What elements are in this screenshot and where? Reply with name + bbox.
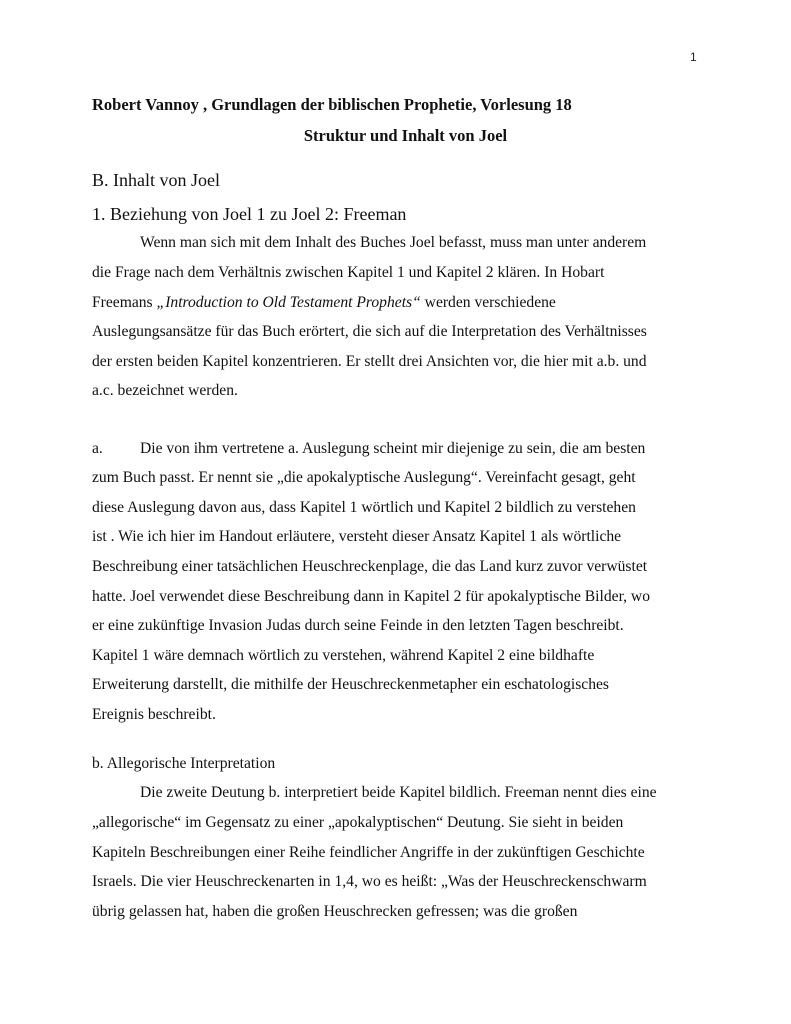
paragraph-line: ist . Wie ich hier im Handout erläutere, versteht dieser Ansatz Kapitel 1 als wörtliche [92,528,622,545]
paragraph-line: Die zweite Deutung b. interpretiert beide Kapitel bildlich. Freeman nennt dies eine [140,784,657,801]
paragraph-line: zum Buch passt. Er nennt sie „die apokalyptische Auslegung“. Vereinfacht gesagt, geht [92,469,636,486]
document-subtitle: Struktur und Inhalt von Joel [303,126,508,145]
paragraph-line: „allegorische“ im Gegensatz zu einer „apokalyptischen“ Deutung. Sie sieht in beiden [92,814,624,831]
paragraph-line: Auslegungsansätze für das Buch erörtert, die sich auf die Interpretation des Verhältnisses [92,323,647,340]
paragraph-line: die Frage nach dem Verhältnis zwischen Kapitel 1 und Kapitel 2 klären. In Hobart [92,264,605,281]
paragraph-line: Israels. Die vier Heuschreckenarten in 1,4, wo es heißt: „Was der Heuschreckenschwarm [92,873,647,890]
paragraph-line: Kapitel 1 wäre demnach wörtlich zu verstehen, während Kapitel 2 eine bildhafte [92,647,595,664]
section-heading-1: 1. Beziehung von Joel 1 zu Joel 2: Freeman [92,204,407,224]
paragraph-line: diese Auslegung davon aus, dass Kapitel 1 wörtlich und Kapitel 2 bildlich zu verstehen [92,499,636,516]
document-title: Robert Vannoy , Grundlagen der biblischen Prophetie, Vorlesung 18 [92,95,572,114]
paragraph-line [92,439,645,459]
paragraph-line: a.c. bezeichnet werden. [92,382,238,399]
paragraph-line: er eine zukünftige Invasion Judas durch seine Feinde in den letzten Tagen beschreibt. [92,617,624,634]
section-heading-b: B. Inhalt von Joel [92,170,220,190]
paragraph-line: Erweiterung darstellt, die mithilfe der Heuschreckenmetapher ein eschatologisches [92,676,609,693]
paragraph-line: Kapiteln Beschreibungen einer Reihe feindlicher Angriffe in der zukünftigen Geschichte [92,844,645,861]
text-fragment: werden verschiedene [420,294,556,311]
book-title: „Introduction to Old Testament Prophets“ [156,294,421,311]
paragraph-line: Beschreibung einer tatsächlichen Heuschreckenplage, die das Land kurz zuvor verwüstet [92,558,648,575]
text-fragment: Freemans [92,294,157,311]
text-fragment: Die von ihm vertretene a. Auslegung scheint mir diejenige zu sein, die am besten [140,440,646,457]
subsection-heading-b: b. Allegorische Interpretation [92,755,276,772]
paragraph-line: Ereignis beschreibt. [92,706,216,723]
paragraph-line [92,293,556,313]
list-marker: a. [92,440,103,457]
page-number: 1 [690,50,697,64]
paragraph-line: der ersten beiden Kapitel konzentrieren. Er stellt drei Ansichten vor, die hier mit a.b. und [92,353,647,370]
paragraph-line: hatte. Joel verwendet diese Beschreibung dann in Kapitel 2 für apokalyptische Bilder, wo [92,588,650,605]
paragraph-line: übrig gelassen hat, haben die großen Heuschrecken gefressen; was die großen [92,903,578,920]
paragraph-line: Wenn man sich mit dem Inhalt des Buches Joel befasst, muss man unter anderem [140,234,647,251]
